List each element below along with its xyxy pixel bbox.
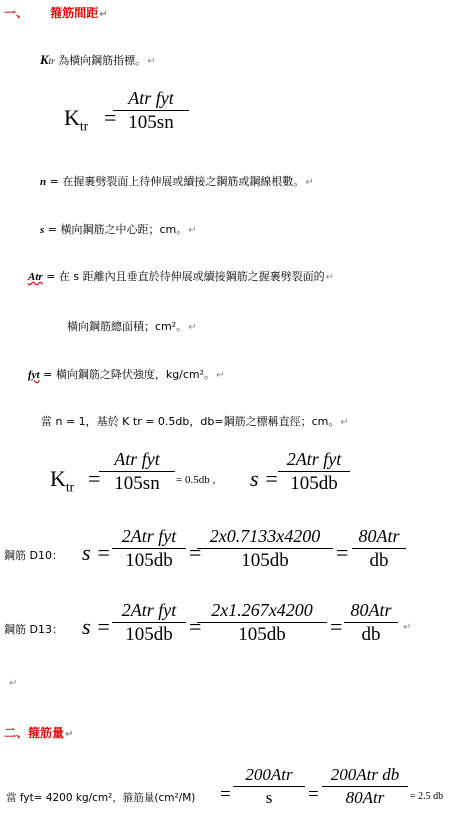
fraction-bar — [233, 786, 305, 787]
eq2-denominator: 105sn — [114, 473, 160, 494]
final-equals-1: = — [220, 784, 231, 805]
d13-fraction-1 — [112, 600, 186, 646]
ktr-text: 為橫向鋼筋指標。 — [58, 54, 147, 67]
d10-f2-num: 2x0.7133x4200 — [209, 526, 321, 546]
d13-equals-1: = — [189, 614, 202, 639]
section-1-heading — [4, 4, 108, 21]
d13-f3-den: db — [361, 624, 381, 645]
final-fraction-2 — [322, 765, 408, 808]
section-2-number: 二、 — [4, 726, 29, 740]
eq2-s: s = — [250, 466, 279, 491]
condition-line — [41, 413, 349, 429]
fraction-bar — [112, 622, 186, 623]
n-definition — [40, 173, 314, 189]
paragraph-mark-icon: ↵ — [9, 678, 18, 689]
eq1-denominator: 105sn — [128, 112, 174, 133]
final-f2-num: 200Atr db — [330, 765, 400, 784]
d10-fraction-2 — [197, 526, 333, 572]
eq1-equals: = — [104, 105, 117, 130]
fyt-symbol: fyt — [28, 369, 40, 381]
d10-f1-num: 2Atr fyt — [121, 526, 177, 546]
paragraph-mark-icon: ↵ — [65, 729, 74, 740]
final-f1-num: 200Atr — [245, 765, 293, 784]
d13-fraction-2 — [197, 600, 327, 646]
d10-equals-2: = — [336, 540, 349, 565]
paragraph-mark-icon: ↵ — [216, 370, 225, 381]
d13-f2-num: 2x1.267x4200 — [211, 600, 313, 620]
section-2-heading — [4, 724, 73, 741]
fraction-bar — [352, 548, 406, 549]
ktr-definition — [40, 52, 156, 68]
fyt-text: = 橫向鋼筋之降伏強度，kg/cm²。 — [43, 368, 216, 381]
final-tail: = 2.5 db — [410, 791, 444, 802]
fraction-bar — [197, 622, 327, 623]
eq2-s-denominator: 105db — [290, 473, 338, 494]
section-1-number: 一、 — [4, 6, 29, 20]
eq2-equals: = — [88, 466, 101, 491]
s-symbol: s — [40, 224, 45, 236]
paragraph-mark-icon: ↵ — [325, 272, 335, 283]
d10-f3-num: 80Atr — [358, 526, 400, 546]
paragraph-mark-icon: ↵ — [403, 622, 412, 633]
atr-symbol: Atr — [28, 271, 43, 283]
d10-s: s = — [82, 540, 111, 565]
fraction-bar — [344, 622, 398, 623]
d13-f1-den: 105db — [125, 624, 173, 645]
eq1-numerator: Atr fyt — [128, 88, 174, 108]
eq1-fraction — [113, 88, 189, 134]
d13-f3-num: 80Atr — [350, 600, 392, 620]
fyt-definition — [28, 366, 224, 382]
atr-definition-continued — [67, 318, 197, 334]
eq2-lhs: $K_{tr}$ — [50, 466, 75, 495]
fraction-bar — [197, 548, 333, 549]
final-f2-den: 80Atr — [345, 788, 385, 807]
paragraph-mark-icon: ↵ — [188, 322, 197, 333]
atr-definition — [28, 268, 334, 284]
final-lead: 當 fyt= 4200 kg/cm²，箍筋量(cm²/M) — [6, 792, 196, 804]
fraction-bar — [322, 786, 408, 787]
ktr-subscript: tr — [48, 56, 55, 66]
d13-fraction-3 — [344, 600, 398, 646]
paragraph-mark-icon: ↵ — [99, 9, 108, 20]
d10-f1-den: 105db — [125, 550, 173, 571]
d13-f1-num: 2Atr fyt — [121, 600, 177, 620]
d10-fraction-3 — [352, 526, 406, 572]
condition-text: 當 n = 1，基於 K tr = 0.5db，db=鋼筋之標稱直徑；cm。 — [41, 415, 340, 428]
d13-s: s = — [82, 614, 111, 639]
d10-label: 鋼筋 D10： — [4, 549, 63, 562]
ktr-symbol: K — [40, 52, 49, 67]
paragraph-mark-icon: ↵ — [188, 225, 197, 236]
section-2-title: 箍筋量 — [28, 726, 65, 740]
n-symbol: n — [40, 176, 47, 188]
s-text: = 橫向鋼筋之中心距；cm。 — [47, 223, 188, 236]
d13-label: 鋼筋 D13： — [4, 623, 63, 636]
eq2-s-fraction — [278, 449, 350, 495]
n-text: = 在握裹劈裂面上待伸展或續接之鋼筋或鋼線根數。 — [49, 175, 305, 188]
fraction-bar — [99, 471, 175, 472]
fraction-bar — [278, 471, 350, 472]
section-1-title: 箍筋間距 — [50, 6, 99, 20]
final-equals-2: = — [308, 784, 319, 805]
eq2-tail: = 0.5db , — [176, 474, 216, 486]
fraction-bar — [113, 110, 189, 111]
s-definition — [40, 221, 197, 237]
d10-f2-den: 105db — [241, 550, 289, 571]
eq1-lhs: $K_{tr}$ — [64, 105, 89, 134]
atr-cont-text: 橫向鋼筋總面積；cm²。 — [67, 320, 188, 333]
eq2-s-numerator: 2Atr fyt — [286, 449, 342, 469]
d10-fraction-1 — [112, 526, 186, 572]
d13-equals-2: = — [330, 614, 343, 639]
d13-f2-den: 105db — [238, 624, 286, 645]
paragraph-mark-icon: ↵ — [147, 56, 156, 67]
paragraph-mark-icon: ↵ — [340, 417, 349, 428]
final-fraction-1 — [233, 765, 305, 808]
atr-text: = 在 s 距離內且垂直於待伸展或續接鋼筋之握裹劈裂面的 — [46, 270, 325, 283]
eq2-numerator: Atr fyt — [114, 449, 160, 469]
eq2-fraction — [99, 449, 175, 495]
fraction-bar — [112, 548, 186, 549]
d10-equals-1: = — [189, 540, 202, 565]
final-f1-den: s — [265, 788, 273, 807]
paragraph-mark-icon: ↵ — [305, 177, 314, 188]
d10-f3-den: db — [369, 550, 389, 571]
